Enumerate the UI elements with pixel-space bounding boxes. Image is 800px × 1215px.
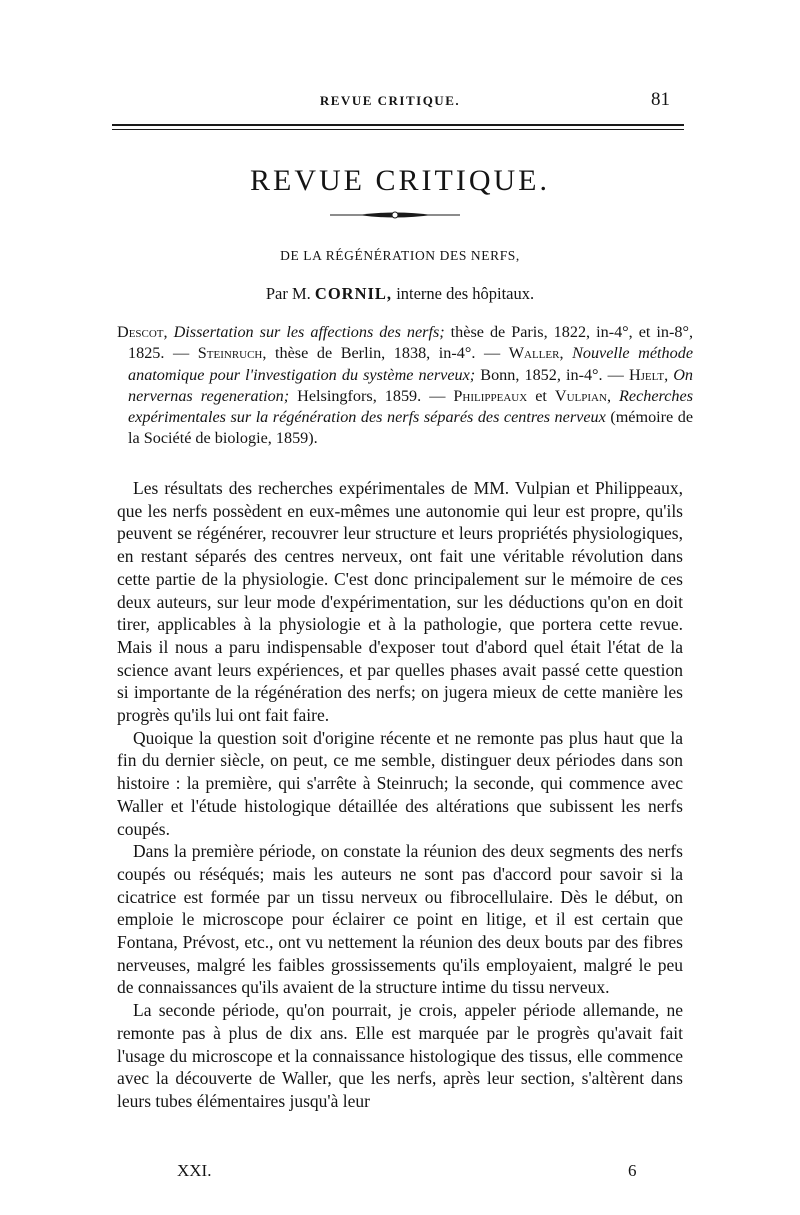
running-head [110,89,670,115]
bib-title: Dissertation sur les affections des nerfs; [173,323,445,341]
page-number: 81 [651,89,670,110]
body-paragraph: La seconde période, qu'on pourrait, je crois, appeler période allemande, ne remonte pas à plus de dix ans. Elle est marquée par le progrès qu'avait fait l'usage du microscope et la connaissance histologique des tissus, elle commence avec la découverte de Waller, que les nerfs, après leur section, s'altèrent dans leurs tubes élémentaires jusqu'à leur [117,1000,683,1111]
bib-details: Helsingfors, 1859. — [297,386,446,405]
byline-suffix: interne des hôpitaux. [396,284,535,303]
body-paragraph: Dans la première période, on constate la réunion des deux segments des nerfs coupés ou réséqués; mais les auteurs ne sont pas d'accord pour savoir si la cicatrice est formée par un tissu nerveux ou fibrocellulaire. Dès le début, on emploie le microscope pour éclairer ce point en litige, et il est certain que Fontana, Prévost, etc., ont vu nettement la réunion des deux bouts par des fibres nerveuses, malgré les faibles grossissements qu'ils employaient, malgré le peu de connaissances qu'ils avaient de la structure intime du tissu nerveux. [117,841,683,998]
running-title: REVUE CRITIQUE. [319,93,461,108]
bib-title: Nouvelle méthode anatomique pour l'investigation du système nerveux; [128,344,694,384]
bib-details: thèse de Berlin, 1838, in-4°. — [275,344,501,363]
bib-details: Bonn, 1852, in-4°. — [480,365,624,384]
bib-details: (mémoire de la Société de biologie, 1859). [128,408,694,448]
header-rule-thin [112,129,684,130]
byline-author: CORNIL, [314,284,393,303]
article-title: REVUE CRITIQUE. [250,164,550,197]
header-rule-thick [112,124,684,126]
bib-author: Descot [117,323,164,341]
signature-mark: XXI. [177,1161,212,1180]
title-ornament [330,211,460,219]
signature-number: 6 [628,1161,637,1180]
bib-conjunction: et [535,386,547,405]
bib-details: thèse de Paris, 1822, in-4°, et in-8°, 1825. — [128,323,693,363]
byline [110,284,690,304]
byline-prefix: Par M. [265,284,311,303]
bibliography: Descot, Dissertation sur les affections des nerfs; thèse de Paris, 1822, in-4°, et in-8°, 1825. — Steinruch, thèse de Berlin, 1838, in-4°. — Waller, Nouvelle méthode anatomique pour l'investigation du système nerveux; Bonn, 1852, in-4°. — Hjelt, On nervernas regeneration; Helsingfors, 1859. — Philippeaux et Vulpian, Recherches expérimentales sur la régénération des nerfs séparés des centres nerveux (mémoire de la Société de biologie, 1859). [117,323,694,448]
bib-author: Steinruch [197,344,263,363]
bib-author: Waller [508,344,560,363]
article-body [117,477,683,1113]
body-paragraph: Quoique la question soit d'origine récente et ne remonte pas plus haut que la fin du dernier siècle, on peut, ce me semble, distinguer deux périodes dans son histoire : la première, qui s'arrête à Steinruch; la seconde, qui commence avec Waller et l'étude histologique détaillée des altérations que subissent les nerfs coupés. [117,727,683,839]
bib-title: Recherches expérimentales sur la régénération des nerfs séparés des centres nerveux [128,386,693,427]
bib-author: Vulpian [554,386,607,405]
bib-author: Philippeaux [453,386,528,405]
article-subtitle: DE LA RÉGÉNÉRATION DES NERFS, [280,248,520,263]
bib-title: On nervernas regeneration; [128,365,694,405]
body-paragraph: Les résultats des recherches expérimentales de MM. Vulpian et Philippeaux, que les nerfs possèdent en eux-mêmes une autonomie qui leur est propre, qu'ils peuvent se régénérer, recouvrer leur structure et leurs propriétés physiologiques, en restant séparés des centres nerveux, ont fait une véritable révolution dans cette partie de la physiologie. C'est donc principalement sur le mémoire de ces deux auteurs, sur leur mode d'expérimentation, sur les déductions qu'on en doit tirer, applicables à la physiologie et à la pathologie, que portera cette revue. Mais il nous a paru indispensable d'exposer tout d'abord quel était l'état de la science avant leurs expériences, et par quelles phases avait passé cette question si importante de la régénération des nerfs; on jugera mieux de cette manière les progrès qu'ils lui ont fait faire. [117,478,683,726]
bib-author: Hjelt [628,365,665,384]
